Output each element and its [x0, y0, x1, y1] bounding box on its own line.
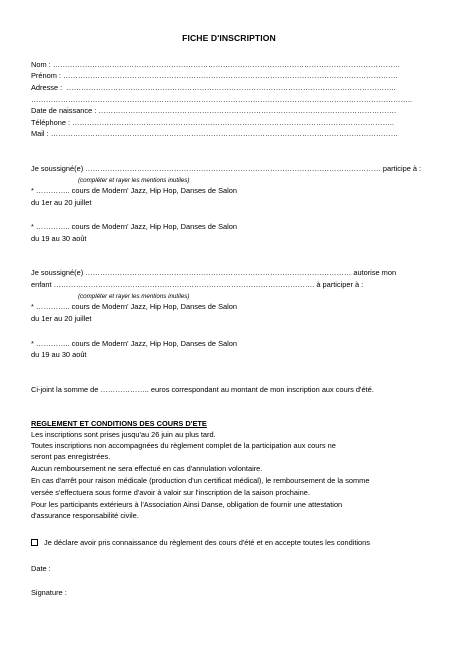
rule-line: Aucun remboursement ne sera effectué en cas d'annulation volontaire. [31, 464, 263, 473]
adresse-field[interactable]: Adresse : …………………………………………………………………………………………………………………….. [31, 83, 396, 92]
date-naissance-field[interactable]: Date de naissance : …………………………………………………………………………………………………………. [31, 106, 397, 115]
course-line-july[interactable]: * ………….. cours de Modern' Jazz, Hip Hop, Danses de Salon [31, 302, 237, 311]
enfant-line[interactable]: enfant ……………………………………………………………………………………………. à participer à : [31, 280, 364, 289]
date-label[interactable]: Date : [31, 564, 51, 573]
mentions-note: (compléter et rayer les mentions inutiles) [78, 293, 190, 300]
rule-line: versée s'effectuera sous forme d'avoir à valoir sur l'inscription de la saison prochaine. [31, 488, 310, 497]
course-dates-july: du 1er au 20 juillet [31, 314, 92, 323]
rule-line: Pour les participants extérieurs à l'Association Ainsi Danse, obligation de fournir une attestation [31, 500, 343, 509]
course-line-july[interactable]: * ………….. cours de Modern' Jazz, Hip Hop, Danses de Salon [31, 186, 237, 195]
page-title: FICHE D'INSCRIPTION [182, 33, 276, 43]
course-dates-august: du 19 au 30 août [31, 350, 87, 359]
declaration-checkbox[interactable] [31, 539, 38, 546]
soussigne-line[interactable]: Je soussigné(e) ………………………………………………………………………………………………………… participe à : [31, 164, 422, 173]
rules-heading: REGLEMENT ET CONDITIONS DES COURS D'ETE [31, 419, 207, 428]
course-dates-july: du 1er au 20 juillet [31, 198, 92, 207]
payment-line[interactable]: Ci-joint la somme de ……………….. euros correspondant au montant de mon inscription aux cours d'été. [31, 385, 374, 394]
mail-field[interactable]: Mail : …………………………………………………………………………………………………………………………… [31, 129, 399, 138]
course-dates-august: du 19 au 30 août [31, 234, 87, 243]
nom-field[interactable]: Nom : …………………………………………………………………………………………………………………………… [31, 60, 401, 69]
mentions-note: (compléter et rayer les mentions inutiles) [78, 177, 190, 184]
rule-line: Les inscriptions sont prises jusqu'au 26 juin au plus tard. [31, 430, 216, 439]
course-line-august[interactable]: * ………….. cours de Modern' Jazz, Hip Hop, Danses de Salon [31, 222, 237, 231]
signature-label[interactable]: Signature : [31, 588, 67, 597]
adresse-line2-field[interactable]: ……………………………………………………………………………………………………………………………………….. [31, 95, 413, 104]
telephone-field[interactable]: Téléphone : ………………………………………………………………………………………………………………….. [31, 118, 394, 127]
rule-line: Toutes inscriptions non accompagnées du règlement complet de la participation aux cours ne [31, 441, 336, 450]
declaration-text: Je déclare avoir pris connaissance du règlement des cours d'été et en accepte toutes les conditions [44, 538, 370, 547]
course-line-august[interactable]: * ………….. cours de Modern' Jazz, Hip Hop, Danses de Salon [31, 339, 237, 348]
rule-line: seront pas enregistrées. [31, 452, 111, 461]
prenom-field[interactable]: Prénom : ………………………………………………………………………………………………………………………. [31, 71, 398, 80]
rule-line: En cas d'arrêt pour raison médicale (production d'un certificat médical), le remboursement de la somme [31, 476, 370, 485]
soussigne-parent-line[interactable]: Je soussigné(e) ……………………………………………………………………………………………… autorise mon [31, 268, 397, 277]
rule-line: d'assurance responsabilité civile. [31, 511, 139, 520]
